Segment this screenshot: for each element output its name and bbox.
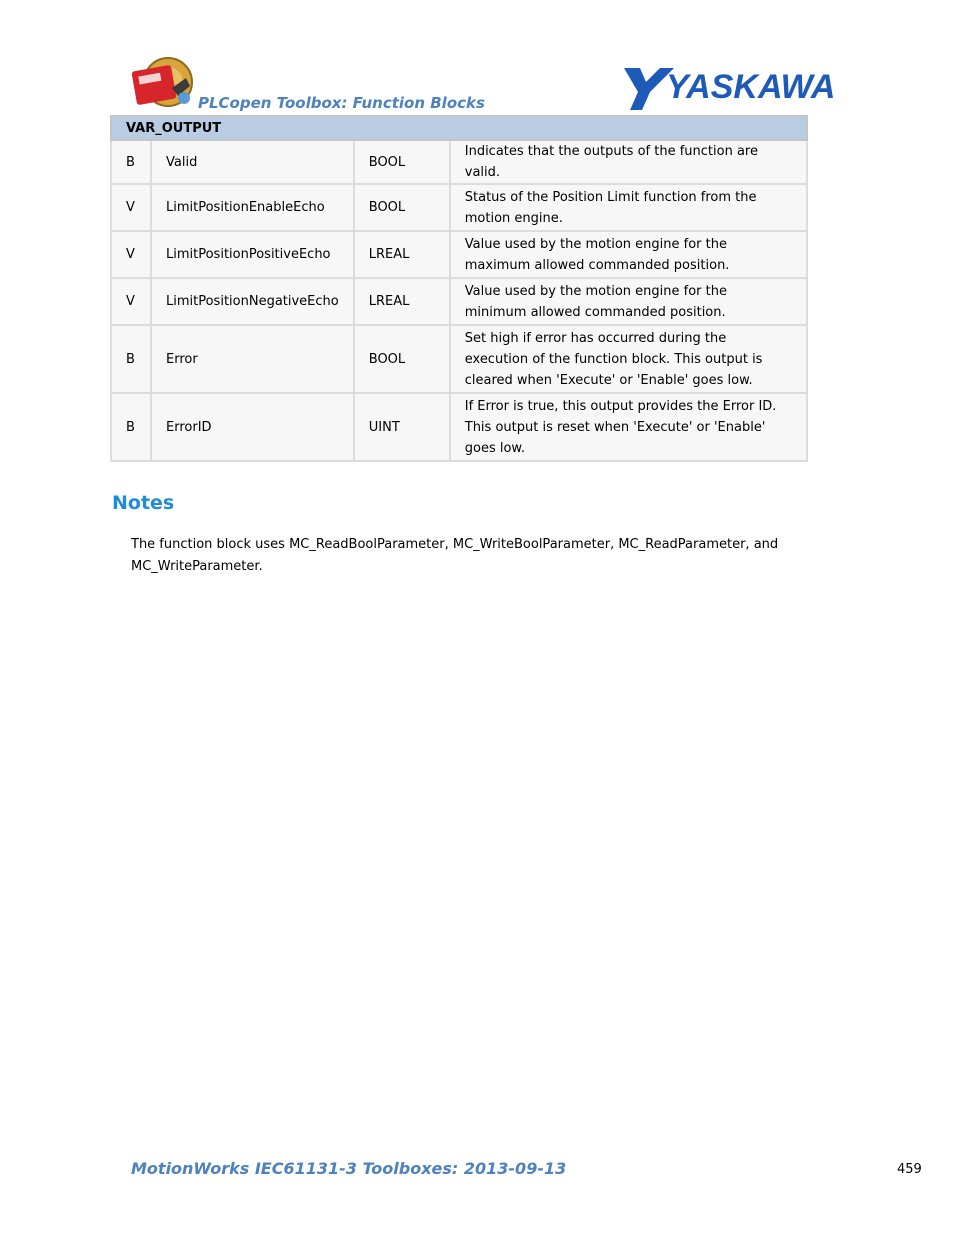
cell-scope: B — [111, 393, 151, 461]
table-group-row — [111, 116, 807, 140]
cell-scope: V — [111, 184, 151, 231]
cell-name: LimitPositionEnableEcho — [151, 184, 354, 231]
table-row — [111, 231, 807, 278]
cell-name: ErrorID — [151, 393, 354, 461]
cell-description: Set high if error has occurred during the execution of the function block. This output is cleared when 'Execute' or 'Enable' goes low. — [450, 325, 807, 393]
footer-title: MotionWorks IEC61131-3 Toolboxes: 2013-09-13 — [131, 1159, 567, 1178]
table-row — [111, 140, 807, 184]
cell-description: Value used by the motion engine for the minimum allowed commanded position. — [450, 278, 807, 325]
document-header-title: PLCopen Toolbox: Function Blocks — [198, 94, 485, 112]
cell-scope: B — [111, 325, 151, 393]
yaskawa-logo-text: YASKAWA — [666, 68, 836, 106]
cell-description: Indicates that the outputs of the function are valid. — [450, 140, 807, 184]
group-label: VAR_OUTPUT — [111, 116, 807, 140]
cell-name: LimitPositionPositiveEcho — [151, 231, 354, 278]
cell-description: Value used by the motion engine for the maximum allowed commanded position. — [450, 231, 807, 278]
table-row — [111, 325, 807, 393]
var-output-table — [110, 115, 808, 462]
page-number: 459 — [897, 1162, 922, 1177]
cell-type: BOOL — [354, 325, 450, 393]
cell-type: BOOL — [354, 184, 450, 231]
notes-body: The function block uses MC_ReadBoolParameter, MC_WriteBoolParameter, MC_ReadParameter, and MC_WriteParameter. — [131, 537, 779, 574]
cell-type: LREAL — [354, 278, 450, 325]
cell-type: LREAL — [354, 231, 450, 278]
table-row — [111, 278, 807, 325]
cell-name: Error — [151, 325, 354, 393]
cell-scope: B — [111, 140, 151, 184]
yaskawa-logo — [620, 64, 844, 112]
cell-type: BOOL — [354, 140, 450, 184]
table-row — [111, 393, 807, 461]
notes-heading: Notes — [112, 492, 175, 514]
cell-description: Status of the Position Limit function from the motion engine. — [450, 184, 807, 231]
cell-scope: V — [111, 231, 151, 278]
cell-scope: V — [111, 278, 151, 325]
table-row — [111, 184, 807, 231]
cell-type: UINT — [354, 393, 450, 461]
toolbox-logo — [128, 56, 200, 112]
cell-name: Valid — [151, 140, 354, 184]
cell-description: If Error is true, this output provides the Error ID. This output is reset when 'Execute' or 'Enable' goes low. — [450, 393, 807, 461]
cell-name: LimitPositionNegativeEcho — [151, 278, 354, 325]
